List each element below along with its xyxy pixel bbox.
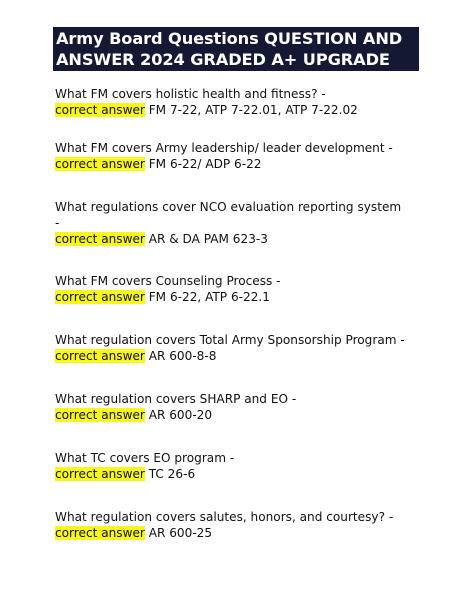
answer-text: TC 26-6 (144, 467, 196, 481)
question-text: What regulation covers salutes, honors, and courtesy? - (55, 510, 394, 524)
answer-line (55, 525, 425, 541)
answer-text: AR & DA PAM 623-3 (144, 232, 268, 246)
qa-item-5 (55, 332, 425, 364)
correct-answer-label: correct answer (55, 103, 145, 117)
correct-answer-label: correct answer (55, 467, 145, 481)
question-text: What TC covers EO program - (55, 451, 235, 465)
qa-item-1 (55, 86, 425, 118)
correct-answer-label: correct answer (55, 408, 145, 422)
qa-item-3 (55, 199, 425, 247)
answer-line (55, 407, 425, 423)
correct-answer-label: correct answer (55, 157, 145, 171)
qa-item-6 (55, 391, 425, 423)
answer-line (55, 102, 425, 118)
question-text: What regulation covers SHARP and EO - (55, 392, 297, 406)
answer-line (55, 348, 425, 364)
correct-answer-label: correct answer (55, 526, 145, 540)
question-text: What regulation covers Total Army Sponsorship Program - (55, 333, 405, 347)
answer-line (55, 231, 425, 247)
answer-text: AR 600-8-8 (144, 349, 217, 363)
question-text: What FM covers Army leadership/ leader development - (55, 141, 393, 155)
question-text: What FM covers Counseling Process - (55, 274, 281, 288)
qa-item-8 (55, 509, 425, 541)
qa-item-4 (55, 273, 425, 305)
answer-line (55, 156, 425, 172)
question-text: What regulations cover NCO evaluation reporting system (55, 200, 402, 214)
title-line-1: Army Board Questions QUESTION AND (56, 29, 403, 48)
answer-text: FM 6-22/ ADP 6-22 (144, 157, 262, 171)
answer-text: FM 7-22, ATP 7-22.01, ATP 7-22.02 (144, 103, 358, 117)
answer-text: AR 600-25 (144, 526, 213, 540)
correct-answer-label: correct answer (55, 290, 145, 304)
correct-answer-label: correct answer (55, 232, 145, 246)
answer-line (55, 289, 425, 305)
correct-answer-label: correct answer (55, 349, 145, 363)
answer-line (55, 466, 425, 482)
document-title (53, 27, 419, 71)
qa-item-7 (55, 450, 425, 482)
title-line-2: ANSWER 2024 GRADED A+ UPGRADE (56, 49, 390, 69)
answer-text: FM 6-22, ATP 6-22.1 (144, 290, 270, 304)
question-text-continued: - (55, 216, 60, 230)
qa-item-2 (55, 140, 425, 172)
answer-text: AR 600-20 (144, 408, 213, 422)
question-text: What FM covers holistic health and fitness? - (55, 87, 326, 101)
